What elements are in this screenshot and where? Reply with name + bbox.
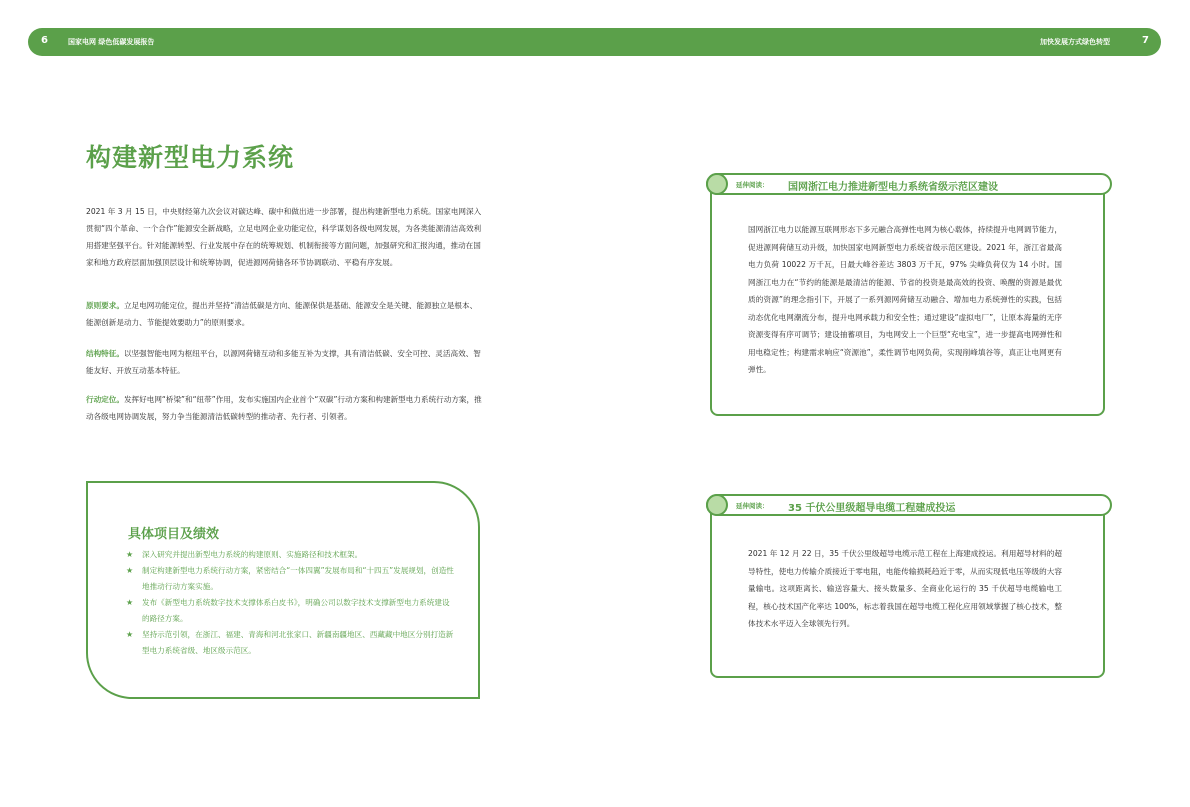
project-item: ★ 坚持示范引领，在浙江、福建、青海和河北张家口、新疆南疆地区、西藏藏中地区分别打造新型电力系统省级、地区级示范区。 bbox=[126, 627, 456, 659]
features-lead: 结构特征。 bbox=[86, 349, 124, 358]
project-item: ★ 深入研究并提出新型电力系统的构建原则、实施路径和技术框架。 bbox=[126, 547, 456, 563]
right-section-title: 加快发展方式绿色转型 bbox=[1040, 38, 1110, 46]
project-item: ★ 制定构建新型电力系统行动方案，紧密结合“一体四翼”发展布局和“十四五”发展规划，创造性地推动行动方案实施。 bbox=[126, 563, 456, 595]
circle-icon bbox=[706, 173, 728, 195]
left-report-title: 国家电网 绿色低碳发展报告 bbox=[68, 38, 155, 46]
extended-reading-header-1 bbox=[706, 173, 1112, 195]
positioning-paragraph bbox=[86, 391, 484, 425]
extended-reading-text-2: 2021 年 12 月 22 日，35 千伏公里级超导电缆示范工程在上海建成投运。利用超导材料的超导特性，使电力传输介质接近于零电阻，电能传输损耗趋近于零，从而实现低电压等级的大容量输电。这项距离长、输送容量大、接头数量多、全商业化运行的 35 千伏超导电缆输电工程，核心技术国产化率达 100%，标志着我国在超导电缆工程化应用领域掌握了核心技术，整体技术水平迈入全球领先行列。 bbox=[748, 549, 1062, 628]
extended-reading-header-2 bbox=[706, 494, 1112, 516]
projects-box bbox=[86, 481, 480, 699]
positioning-lead: 行动定位。 bbox=[86, 395, 124, 404]
features-text: 以坚强智能电网为枢纽平台，以源网荷储互动和多能互补为支撑，具有清洁低碳、安全可控、灵活高效、智能友好、开放互动基本特征。 bbox=[86, 349, 481, 375]
principles-lead: 原则要求。 bbox=[86, 301, 124, 310]
extended-reading-title: 35 千伏公里级超导电缆工程建成投运 bbox=[788, 503, 956, 514]
extended-reading-text-1: 国网浙江电力以能源互联网形态下多元融合高弹性电网为核心载体，持续提升电网调节能力，促进源网荷储互动升级，加快国家电网新型电力系统省级示范区建设。2021 年，浙江省最高电力负荷 10022 万千瓦，日最大峰谷差达 3803 万千瓦，97% 尖峰负荷仅为 14 小时。国网浙江电力在“节约的能源是最清洁的能源、节省的投资是最高效的投资、唤醒的资源是最优质的资源”的理念指引下，开展了一系列源网荷储互动融合、增加电力系统弹性的实践，包括动态优化电网潮流分布，提升电网承载力和安全性；通过建设“虚拟电厂”，让原本海量的无序资源变得有序可调节；建设抽蓄项目，为电网安上一个巨型“充电宝”，进一步提高电网弹性和用电稳定性；构建需求响应“资源池”，柔性调节电网负荷，实现削峰填谷等，真正让电网更有弹性。 bbox=[748, 225, 1062, 374]
star-icon: ★ bbox=[126, 630, 134, 639]
extended-reading-label: 延伸阅读： bbox=[736, 181, 769, 189]
star-icon: ★ bbox=[126, 550, 134, 559]
positioning-text: 发挥好电网“桥梁”和“纽带”作用，发布实施国内企业首个“双碳”行动方案和构建新型电力系统行动方案，推动各级电网协调发展，努力争当能源清洁低碳转型的推动者、先行者、引领者。 bbox=[86, 395, 482, 421]
projects-title: 具体项目及绩效 bbox=[128, 527, 220, 542]
principles-paragraph bbox=[86, 297, 484, 331]
intro-paragraph: 2021 年 3 月 15 日，中央财经第九次会议对碳达峰、碳中和做出进一步部署，提出构建新型电力系统。国家电网深入贯彻“四个革命、一个合作”能源安全新战略，立足电网企业功能定位，科学谋划各级电网发展，为各类能源清洁高效利用搭建坚强平台。针对能源转型、行业发展中存在的统筹规划、机制衔接等方面问题，加强研究和汇报沟通，推动在国家和地方政府层面加强顶层设计和统筹协调，促进源网荷储各环节协调联动、平稳有序发展。 bbox=[86, 207, 482, 267]
star-icon: ★ bbox=[126, 598, 134, 607]
extended-reading-title: 国网浙江电力推进新型电力系统省级示范区建设 bbox=[788, 182, 998, 193]
extended-reading-label: 延伸阅读： bbox=[736, 502, 769, 510]
right-page-number: 7 bbox=[1142, 35, 1149, 46]
section-title: 构建新型电力系统 bbox=[86, 143, 295, 172]
project-item: ★ 发布《新型电力系统数字技术支撑体系白皮书》，明确公司以数字技术支撑新型电力系统建设的路径方案。 bbox=[126, 595, 456, 627]
header-bar bbox=[28, 28, 1161, 56]
principles-text: 立足电网功能定位，提出并坚持“清洁低碳是方向、能源保供是基础、能源安全是关键、能源独立是根本、能源创新是动力、节能提效要助力”的原则要求。 bbox=[86, 301, 478, 327]
features-paragraph bbox=[86, 345, 484, 379]
star-icon: ★ bbox=[126, 566, 134, 575]
left-page-number: 6 bbox=[41, 35, 48, 46]
circle-icon bbox=[706, 494, 728, 516]
projects-list bbox=[126, 547, 456, 659]
